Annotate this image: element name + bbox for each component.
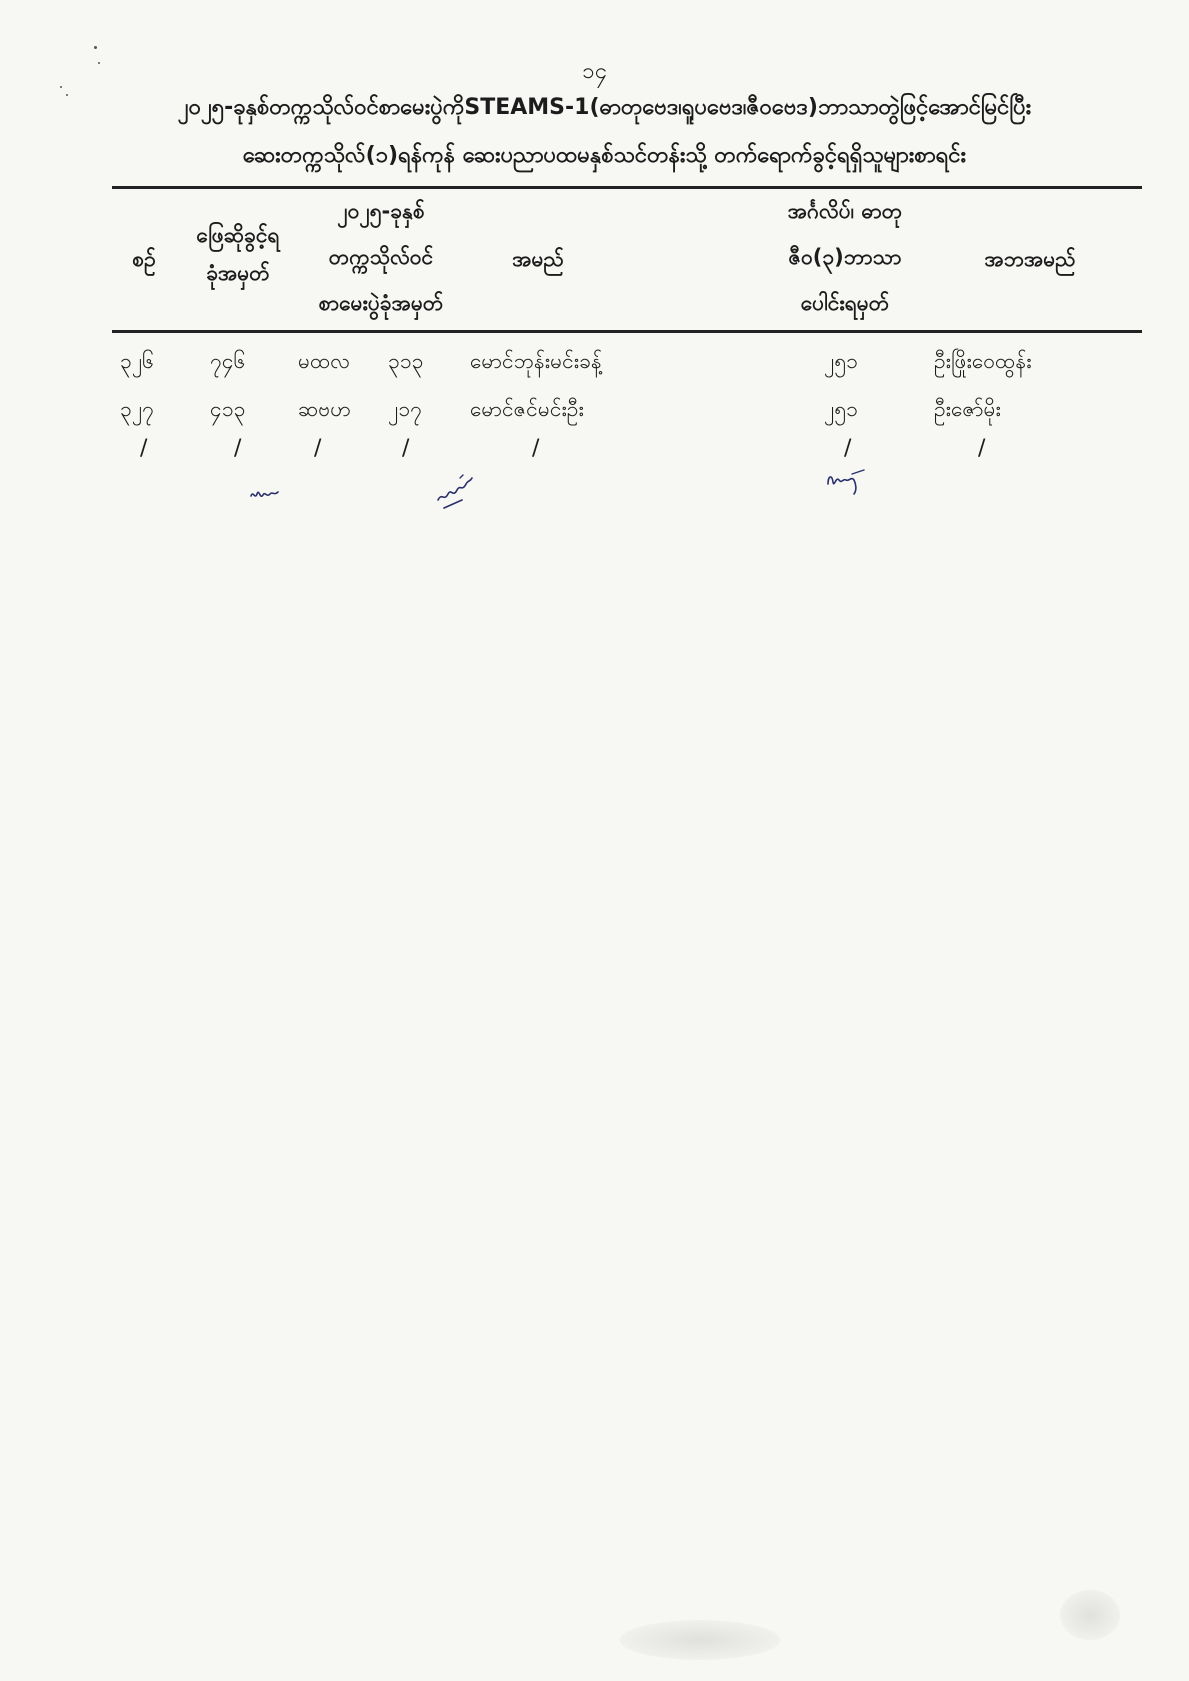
header-total-marks-line: ပေါင်းရမှတ် — [800, 291, 890, 315]
end-slash: / — [844, 436, 852, 461]
cell-matric-no: ၃၁၃ — [388, 349, 424, 373]
scan-smudge — [1060, 1590, 1120, 1640]
cell-answer-roll: ၇၄၆ — [210, 349, 246, 373]
header-name — [488, 236, 588, 282]
cell-serial: ၃၂၆ — [120, 349, 154, 373]
table-header-rule — [112, 330, 1142, 333]
signature-initials-2 — [434, 470, 476, 514]
table-top-rule — [112, 186, 1142, 189]
cell-father: ဦးဇော်မိုး — [934, 397, 1001, 421]
signature-initials-1 — [248, 482, 282, 504]
end-slash: / — [532, 436, 540, 461]
header-total-marks-line: ဇီဝ(၃)ဘာသာ — [788, 245, 902, 269]
header-answer-roll-line: ခုံအမှတ် — [206, 261, 270, 285]
end-slash: / — [234, 436, 242, 461]
header-total-marks — [750, 188, 940, 326]
header-matric-roll-line: ၂၀၂၅-ခုနှစ် — [337, 199, 425, 223]
header-serial-text: စဉ် — [132, 247, 156, 271]
header-serial — [114, 236, 174, 282]
cell-matric-prefix: ဆဗဟ — [298, 397, 351, 421]
cell-matric-prefix: မထလ — [298, 349, 350, 373]
scan-smudge — [620, 1620, 780, 1660]
header-matric-roll-line: စာမေးပွဲခုံအမှတ် — [318, 291, 444, 315]
end-slash: / — [402, 436, 410, 461]
cell-total: ၂၅၁ — [824, 349, 858, 373]
cell-father: ဦးဖြိုးဝေထွန်း — [934, 349, 1032, 373]
header-answer-roll-line: ဖြေဆိုခွင့်ရ — [196, 223, 280, 247]
header-answer-roll — [178, 212, 298, 296]
scan-speck — [94, 46, 97, 49]
page-number: ၁၄ — [582, 59, 607, 84]
header-matric-roll — [296, 188, 466, 326]
header-father-name — [970, 236, 1090, 282]
document-title-line-2: ဆေးတက္ကသိုလ်(၁)ရန်ကုန် ဆေးပညာပထမနှစ်သင်တန်းသို့ တက်ရောက်ခွင့်ရရှိသူများစာရင်း — [242, 143, 967, 168]
header-total-marks-line: အင်္ဂလိပ်၊ ဓာတု — [787, 199, 903, 223]
header-name-text: အမည် — [512, 247, 564, 271]
end-slash: / — [140, 436, 148, 461]
cell-name: မောင်ဇင်မင်းဦး — [470, 397, 584, 421]
header-father-name-text: အဘအမည် — [984, 247, 1076, 271]
document-title-line-1: ၂၀၂၅-ခုနှစ်တက္ကသိုလ်ဝင်စာမေးပွဲကိုSTEAMS-1(ဓာတုဗေဒ၊ရူပဗေဒ၊ဇီဝဗေဒ)ဘာသာတွဲဖြင့်အောင်မြင်ပြီး — [177, 95, 1032, 120]
cell-name: မောင်ဘုန်းမင်းခန့် — [470, 349, 602, 373]
cell-matric-no: ၂၁၇ — [388, 397, 422, 421]
cell-serial: ၃၂၇ — [120, 397, 154, 421]
cell-total: ၂၅၁ — [824, 397, 858, 421]
signature-initials-3 — [824, 462, 868, 496]
cell-answer-roll: ၄၁၃ — [210, 397, 246, 421]
header-matric-roll-line: တက္ကသိုလ်ဝင် — [328, 245, 434, 269]
end-slash: / — [314, 436, 322, 461]
end-slash: / — [978, 436, 986, 461]
